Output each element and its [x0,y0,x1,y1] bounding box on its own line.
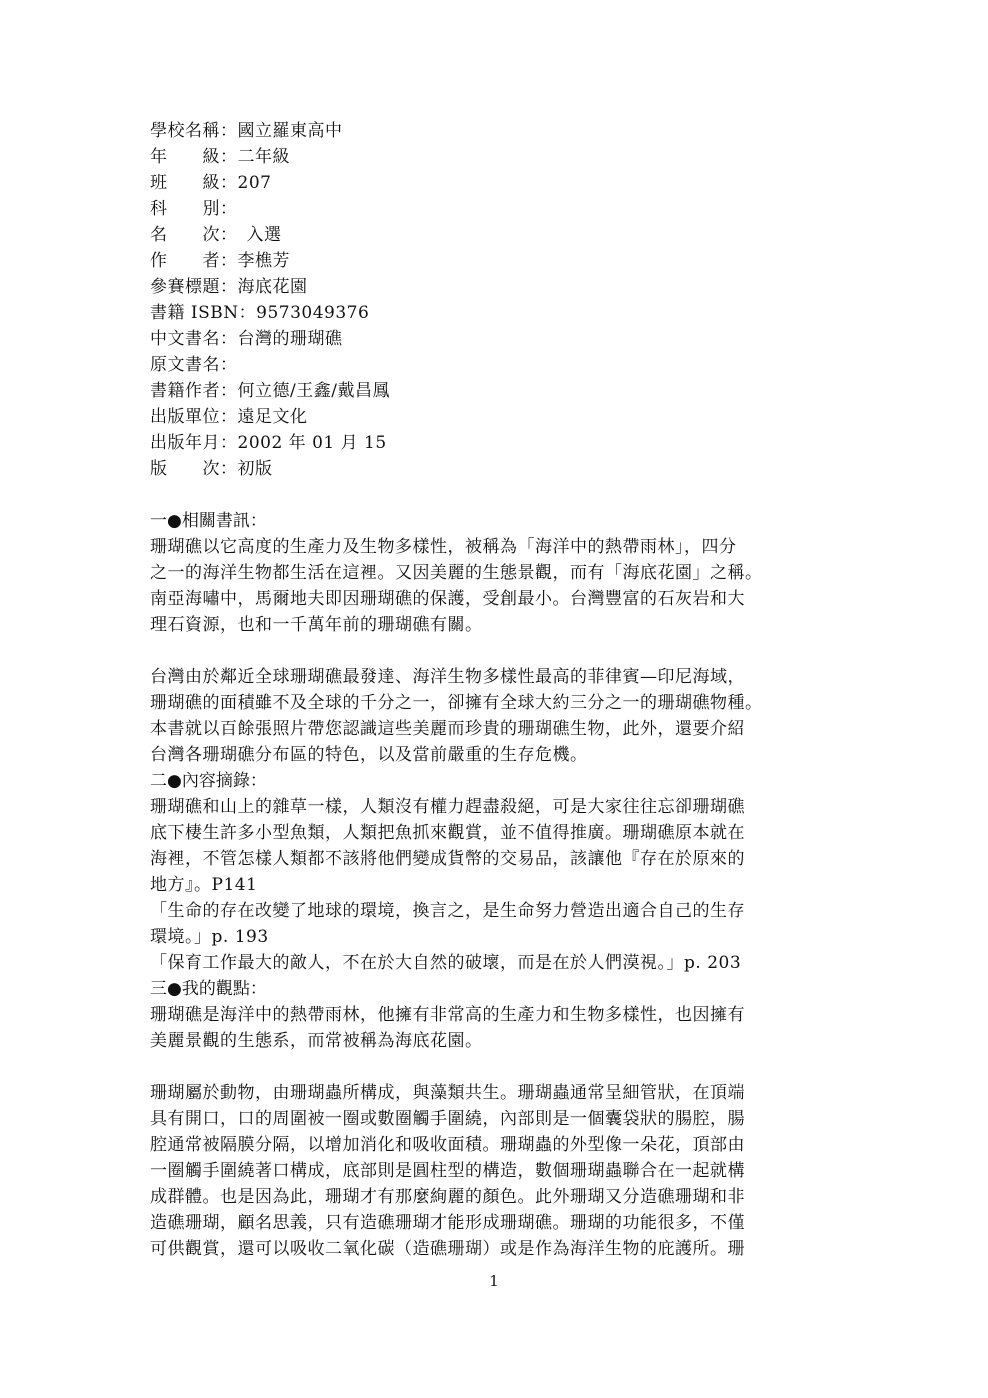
info-line: 中文書名：台灣的珊瑚礁 [150,329,343,349]
section-related-info [150,508,870,768]
paragraph-line: 珊瑚礁是海洋中的熱帶雨林，他擁有非常高的生產力和生物多樣性，也因擁有 [150,1005,745,1025]
paragraph-line: 地方』。P141 [150,875,258,895]
info-line: 書籍 ISBN：9573049376 [150,303,370,323]
paragraph-line: 之一的海洋生物都生活在這裡。又因美麗的生態景觀，而有「海底花園」之稱。 [150,563,763,583]
paragraph-line: 珊瑚礁和山上的雜草一樣，人類沒有權力趕盡殺絕，可是大家往往忘卻珊瑚礁 [150,797,745,817]
blank-line [150,1054,870,1080]
section-title: 一●相關書訊： [150,511,267,531]
paragraph-line: 底下棲生許多小型魚類，人類把魚抓來觀賞，並不值得推廣。珊瑚礁原本就在 [150,823,745,843]
info-line: 班 級：207 [150,173,272,193]
paragraph-line: 南亞海嘯中，馬爾地夫即因珊瑚礁的保護，受創最小。台灣豐富的石灰岩和大 [150,589,745,609]
paragraph-line: 環境。」p. 193 [150,927,269,947]
paragraph-line: 造礁珊瑚，顧名思義，只有造礁珊瑚才能形成珊瑚礁。珊瑚的功能很多，不僅 [150,1213,745,1233]
info-line: 出版單位：遠足文化 [150,407,308,427]
paragraph-line: 美麗景觀的生態系，而常被稱為海底花園。 [150,1031,483,1051]
paragraph-line: 「生命的存在改變了地球的環境，換言之，是生命努力營造出適合自己的生存 [150,901,745,921]
info-line: 書籍作者：何立德/王鑫/戴昌鳳 [150,381,390,401]
blank-line [150,482,870,508]
paragraph-line: 本書就以百餘張照片帶您認識這些美麗而珍貴的珊瑚礁生物，此外，還要介紹 [150,719,745,739]
paragraph-line: 成群體。也是因為此，珊瑚才有那麼絢麗的顏色。此外珊瑚又分造礁珊瑚和非 [150,1187,745,1207]
paragraph-line: 珊瑚屬於動物，由珊瑚蟲所構成，與藻類共生。珊瑚蟲通常呈細管狀，在頂端 [150,1083,745,1103]
info-line: 作 者：李樵芳 [150,251,290,271]
paragraph-line: 具有開口，口的周圍被一圈或數圈觸手圍繞，內部則是一個囊袋狀的腸腔，腸 [150,1109,745,1129]
page-content [150,118,870,1262]
info-line: 學校名稱：國立羅東高中 [150,121,343,141]
paragraph-line: 珊瑚礁的面積雖不及全球的千分之一，卻擁有全球大約三分之一的珊瑚礁物種。 [150,693,763,713]
paragraph-line: 一圈觸手圍繞著口構成，底部則是圓柱型的構造，數個珊瑚蟲聯合在一起就構 [150,1161,745,1181]
info-line: 原文書名： [150,355,238,375]
info-line: 版 次：初版 [150,459,273,479]
info-line: 參賽標題：海底花園 [150,277,308,297]
page-number: 1 [489,1272,499,1290]
section-title: 三●我的觀點： [150,979,267,999]
paragraph-line: 腔通常被隔膜分隔，以增加消化和吸收面積。珊瑚蟲的外型像一朵花，頂部由 [150,1135,745,1155]
paragraph-line: 台灣由於鄰近全球珊瑚礁最發達、海洋生物多樣性最高的菲律賓—印尼海域， [150,667,745,687]
info-line: 年 級：二年級 [150,147,290,167]
paragraph-line: 珊瑚礁以它高度的生產力及生物多樣性，被稱為「海洋中的熱帶雨林」，四分 [150,537,737,557]
paragraph-line: 理石資源，也和一千萬年前的珊瑚礁有關。 [150,615,483,635]
info-line: 名 次： 入選 [150,225,282,245]
section-my-view [150,976,870,1262]
paragraph-line: 可供觀賞，還可以吸收二氧化碳（造礁珊瑚）或是作為海洋生物的庇護所。珊 [150,1239,745,1259]
info-line: 科 別： [150,199,238,219]
paragraph-line: 台灣各珊瑚礁分布區的特色，以及當前嚴重的生存危機。 [150,745,588,765]
section-excerpts [150,768,870,976]
section-title: 二●內容摘錄： [150,771,267,791]
blank-line [150,638,870,664]
info-line: 出版年月：2002 年 01 月 15 [150,433,387,453]
paragraph-line: 海裡，不管怎樣人類都不該將他們變成貨幣的交易品，該讓他『存在於原來的 [150,849,745,869]
paragraph-line: 「保育工作最大的敵人，不在於大自然的破壞，而是在於人們漠視。」p. 203 [150,953,742,973]
info-block [150,118,870,482]
